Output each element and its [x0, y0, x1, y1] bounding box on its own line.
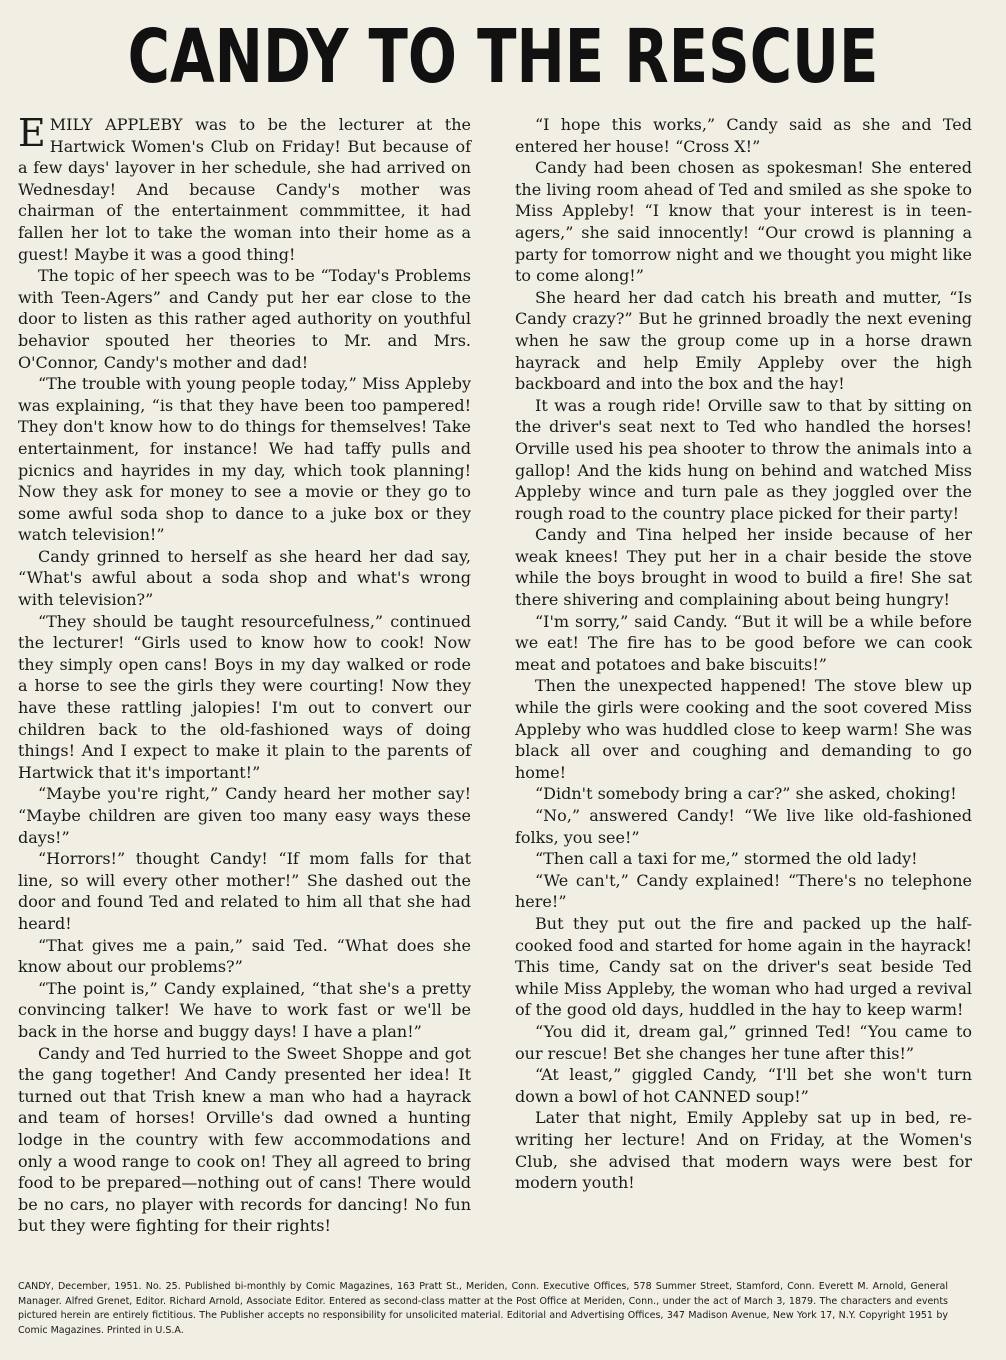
paragraph: “They should be taught resourcefulness,” continued the lecturer! “Girls used to know how to cook! Now they simply open cans! Boys in my day walked or rode a horse to see the girls they were courting! Now they have these rattling jalopies! I'm out to convert our children back to the old-fashioned ways of doing things! And I expect to make it plain to the parents of Hartwick that it's important!” — [18, 611, 471, 782]
paragraph: “The point is,” Candy explained, “that she's a pretty convincing talker! We have to work fast or we'll be back in the horse and buggy days! I have a plan!” — [18, 978, 471, 1041]
paragraph: “No,” answered Candy! “We live like old-fashioned folks, you see!” — [515, 806, 972, 847]
drop-cap: E — [18, 111, 46, 155]
paragraph: Candy and Tina helped her inside because of her weak knees! They put her in a chair beside the stove while the boys brought in wood to build a fire! She sat there shivering and complaining about being hungry! — [515, 525, 972, 610]
paragraph: “That gives me a pain,” said Ted. “What does she know about our problems?” — [18, 935, 471, 977]
paragraph: “Didn't somebody bring a car?” she asked, choking! — [535, 784, 957, 804]
paragraph: But they put out the fire and packed up the half-cooked food and started for home again in the hayrack! This time, Candy sat on the driver's seat beside Ted while Miss Appleby, the woman who had urged a revival of the good old days, huddled in the hay to keep warm! — [515, 913, 972, 1020]
opening-paragraph — [18, 111, 471, 265]
paragraph: “You did it, dream gal,” grinned Ted! “You came to our rescue! Bet she changes her tune after this!” — [515, 1021, 972, 1063]
paragraph: “I hope this works,” Candy said as she and Ted entered her house! “Cross X!” — [515, 115, 972, 156]
paragraph: “Then call a taxi for me,” stormed the old lady! — [535, 849, 918, 869]
paragraph: “The trouble with young people today,” Miss Appleby was explaining, “is that they have been too pampered! They don't know how to do things for themselves! Take entertainment, for instance! We had taffy pulls and picnics and hayrides in my day, which took planning! Now they ask for money to see a movie or they go to some awful soda shop to dance to a juke box or they watch television!” — [18, 374, 471, 545]
left-column — [18, 111, 471, 1237]
paragraph: The topic of her speech was to be “Today's Problems with Teen-Agers” and Candy put her ear close to the door to listen as this rather aged authority on youthful behavior spouted her theories to Mr. and Mrs. O'Connor, Candy's mother and dad! — [18, 266, 471, 372]
paragraph: Candy had been chosen as spokesman! She entered the living room ahead of Ted and smiled as she spoke to Miss Appleby! “I know that your interest is in teen-agers,” she said innocently! “Our crowd is planning a party for tomorrow night and we thought you might like to come along!” — [515, 158, 972, 286]
paragraph: “We can't,” Candy explained! “There's no telephone here!” — [515, 870, 972, 912]
paragraph: Then the unexpected happened! The stove blew up while the girls were cooking and the soot covered Miss Appleby who was huddled close to keep warm! She was black all over and coughing and demanding to go home! — [515, 676, 972, 782]
publication-notice: CANDY, December, 1951. No. 25. Published bi-monthly by Comic Magazines, 163 Pratt St., Meriden, Conn. Executive Offices, 578 Summer Street, Stamford, Conn. Everett M. Arnold, General Manager. Alfred Grenet, Editor. Richard Arnold, Associate Editor. Entered as second-class matter at the Post Office at Meriden, Conn., under the act of March 3, 1879. The characters and events pictured herein are entirely fictitious. The Publisher accepts no responsibility for unsolicited material. Editorial and Advertising Offices, 347 Madison Avenue, New York 17, N.Y. Copyright 1951 by Comic Magazines. Printed in U.S.A. — [18, 1281, 948, 1336]
paragraph: She heard her dad catch his breath and mutter, “Is Candy crazy?” But he grinned broadly the next evening when he saw the group come up in a horse drawn hayrack and help Emily Appleby over the high backboard and into the box and the hay! — [515, 287, 972, 394]
paragraph: Candy grinned to herself as she heard her dad say, “What's awful about a soda shop and what's wrong with television?” — [18, 546, 471, 610]
paragraph: Candy and Ted hurried to the Sweet Shoppe and got the gang together! And Candy presented her idea! It turned out that Trish knew a man who had a hayrack and team of horses! Orville's dad owned a hunting lodge in the country with few accommodations and only a wood range to cook on! They all agreed to bring food to be prepared—nothing out of cans! There would be no cars, no player with records for dancing! No fun but they were fighting for their rights! — [18, 1043, 471, 1236]
paragraph: It was a rough ride! Orville saw to that by sitting on the driver's seat next to Ted who handled the horses! Orville used his pea shooter to throw the animals into a gallop! And the kids hung on behind and watched Miss Appleby wince and turn pale as they joggled over the rough road to the country place picked for their party! — [515, 395, 972, 523]
paragraph: “I'm sorry,” said Candy. “But it will be a while before we eat! The fire has to be good before we can cook meat and potatoes and bake biscuits!” — [515, 611, 972, 674]
right-column — [515, 114, 972, 1194]
paragraph: “At least,” giggled Candy, “I'll bet she won't turn down a bowl of hot CANNED soup!” — [515, 1065, 972, 1106]
opening-text: MILY APPLEBY was to be the lecturer at the Hartwick Women's Club on Friday! But because of a few days' layover in her schedule, she had arrived on Wednesday! And because Candy's mother was chairman of the entertainment commmittee, it had fallen her lot to take the woman into their home as a guest! Maybe it was a good thing! — [18, 115, 471, 264]
paragraph: “Maybe you're right,” Candy heard her mother say! “Maybe children are given too many easy ways these days!” — [18, 784, 471, 847]
paragraph: “Horrors!” thought Candy! “If mom falls for that line, so will every other mother!” She dashed out the door and found Ted and related to him all that she had heard! — [18, 849, 471, 933]
paragraph: Later that night, Emily Appleby sat up in bed, re-writing her lecture! And on Friday, at the Women's Club, she advised that modern ways were best for modern youth! — [515, 1108, 972, 1193]
story-title: CANDY TO THE RESCUE — [127, 14, 879, 100]
